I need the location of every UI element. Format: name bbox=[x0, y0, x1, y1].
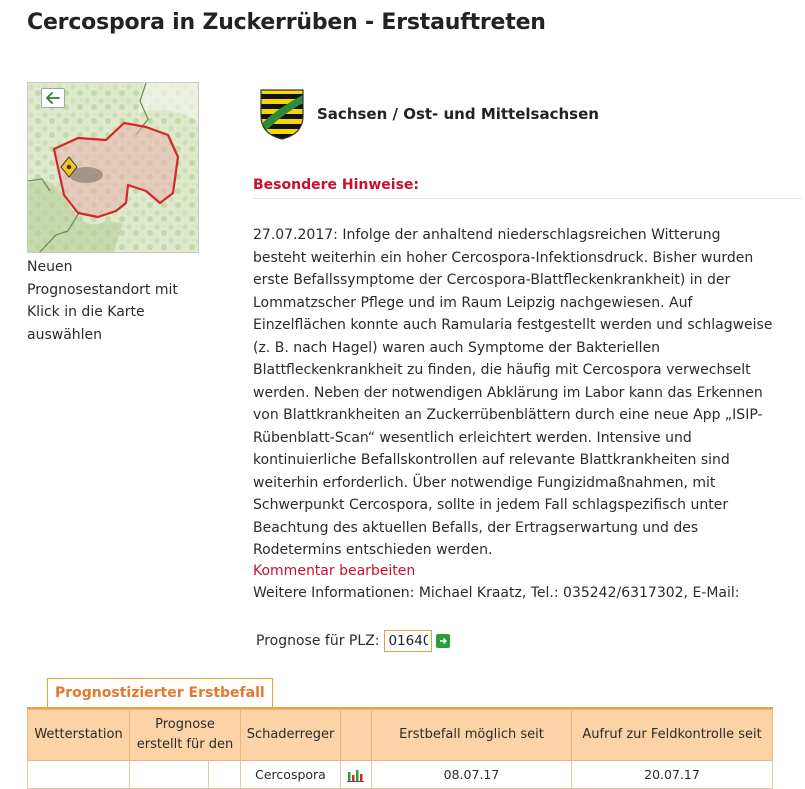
back-arrow-icon bbox=[46, 92, 60, 104]
plz-label: Prognose für PLZ: bbox=[256, 633, 380, 649]
hints-heading: Besondere Hinweise: bbox=[253, 177, 802, 199]
col-field-control: Aufruf zur Feldkontrolle seit bbox=[572, 710, 773, 761]
forecast-map[interactable] bbox=[27, 82, 199, 253]
table-row bbox=[28, 761, 773, 789]
region-name: Sachsen / Ost- und Mittelsachsen bbox=[317, 105, 599, 123]
col-created-for: Prognose erstellt für den bbox=[130, 710, 241, 761]
edit-comment-link[interactable]: Kommentar bearbeiten bbox=[253, 563, 416, 579]
plz-form bbox=[256, 630, 450, 652]
hints-text: 27.07.2017: Infolge der anhaltend niederschlagsreichen Witterung besteht weiterhin ein hoher Cercospora-Infektionsdruck. Bisher wurden erste Befallssymptome der Cercospora-Blattfleckenkrankheit) in der Lommatzscher Pflege und im Raum Leipzig nachgewiesen. Auf Einzelflächen konnte auch Ramularia festgestellt werden und schlagweise (z. B. nach Hagel) waren auch Symptome der Bakteriellen Blattfleckenkrankheit zu finden, die häufig mit Cercospora verwechselt werden. Neben der notwendigen Abklärung im Labor kann das Erkennen von Blattkrankheiten an Zuckerrübenblättern durch eine neue App „ISIP-Rübenblatt-Scan“ wesentlich erleichtert werden. Intensive und kontinuierliche Befallskontrollen auf relevante Blattkrankheiten sind weiterhin erforderlich. Über notwendige Fungizidmaßnahmen, mit Schwerpunkt Cercospora, sollte in jedem Fall schlagspezifisch unter Beachtung des aktuellen Befalls, der Ertragserwartung und des Rodetermins entschieden werden. bbox=[253, 227, 773, 558]
cell-created-for bbox=[130, 761, 209, 789]
page-title: Cercospora in Zuckerrüben - Erstauftreten bbox=[27, 10, 546, 35]
region-header bbox=[259, 88, 599, 140]
col-first-infestation: Erstbefall möglich seit bbox=[372, 710, 572, 761]
map-caption: Neuen Prognosestandort mit Klick in die Karte auswählen bbox=[27, 259, 178, 343]
plz-input[interactable] bbox=[384, 630, 432, 652]
go-arrow-icon bbox=[439, 637, 448, 645]
col-chart bbox=[341, 710, 372, 761]
table-header-row bbox=[28, 710, 773, 761]
cell-field-control: 20.07.17 bbox=[572, 761, 773, 789]
cell-chart[interactable] bbox=[341, 761, 372, 789]
tab-predicted-first-infestation[interactable]: Prognostizierter Erstbefall bbox=[47, 678, 273, 708]
map-graphic[interactable] bbox=[28, 83, 199, 253]
saxony-crest-icon bbox=[259, 88, 305, 140]
cell-pest: Cercospora bbox=[241, 761, 341, 789]
forecast-table bbox=[27, 709, 773, 789]
cell-first-infestation: 08.07.17 bbox=[372, 761, 572, 789]
col-pest: Schaderreger bbox=[241, 710, 341, 761]
plz-go-button[interactable] bbox=[436, 634, 450, 648]
cell-station bbox=[28, 761, 130, 789]
cell-extra bbox=[209, 761, 241, 789]
contact-info: Weitere Informationen: Michael Kraatz, Tel.: 035242/6317302, E-Mail: bbox=[253, 585, 740, 601]
bar-chart-icon[interactable] bbox=[347, 769, 365, 782]
map-back-button[interactable] bbox=[41, 88, 65, 108]
col-weather-station: Wetterstation bbox=[28, 710, 130, 761]
